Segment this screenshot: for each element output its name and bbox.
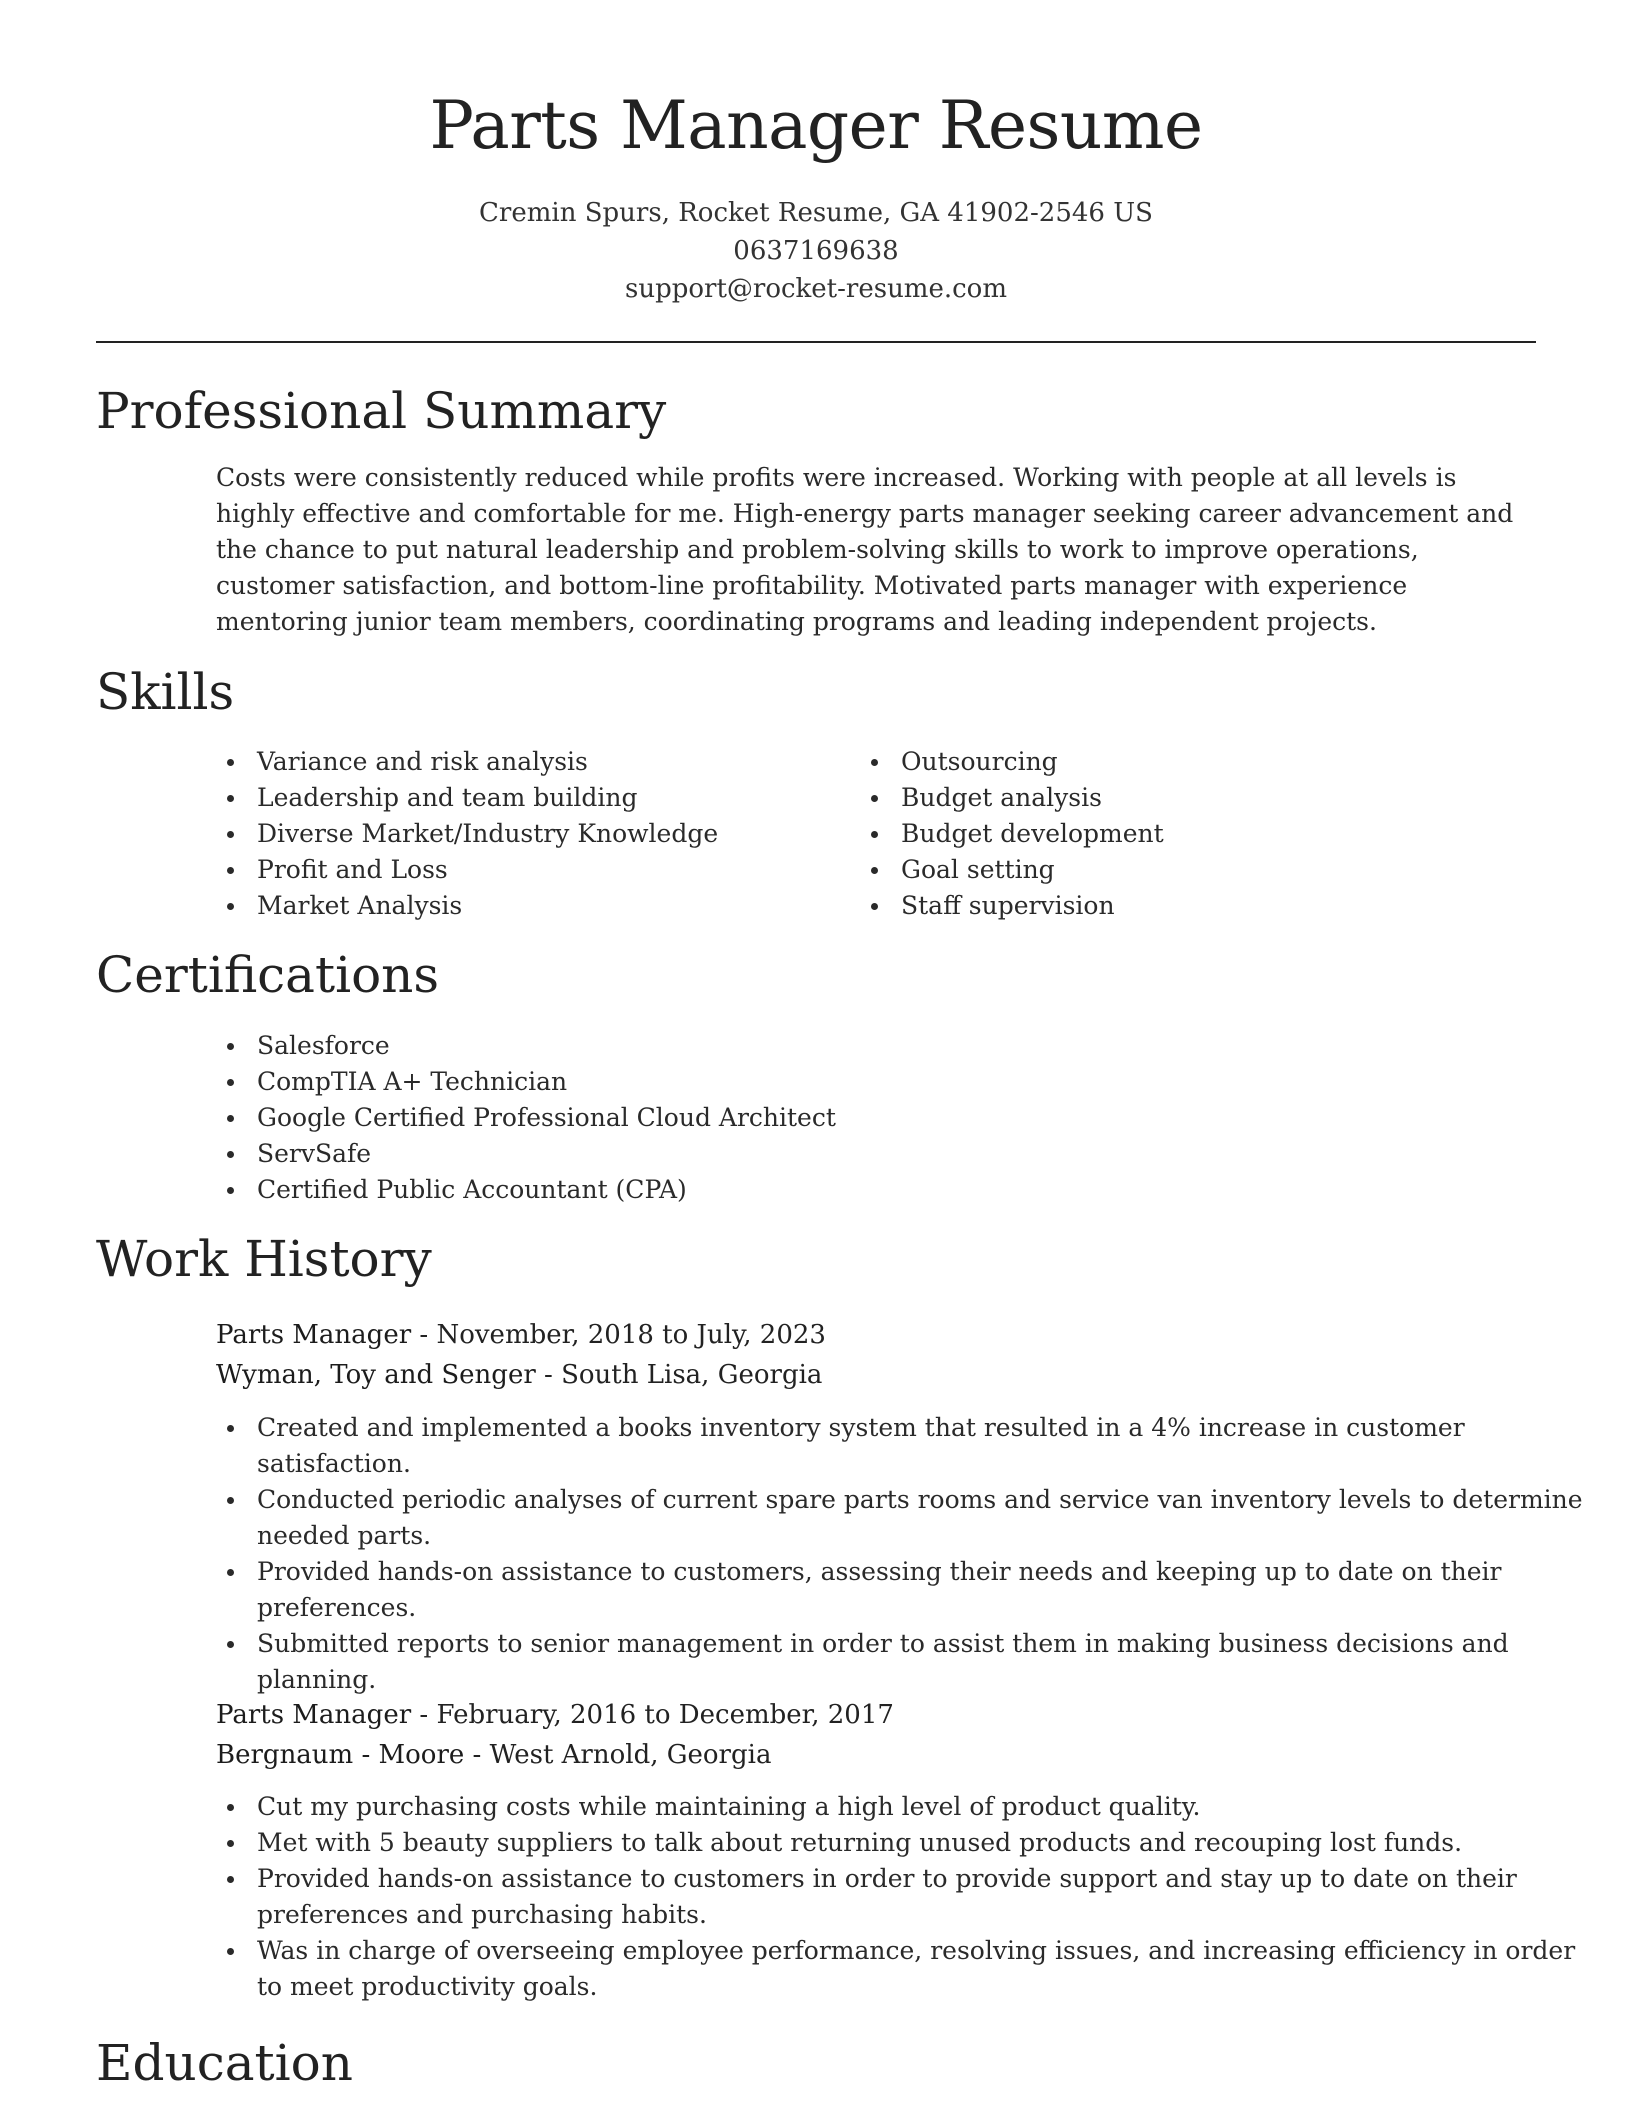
education-heading: Education [96,2034,353,2092]
certifications-heading: Certifications [96,946,440,1004]
skill-item: Staff supervision [901,888,1461,924]
job-location: West Arnold, Georgia [489,1740,772,1770]
skill-item: Goal setting [901,852,1461,888]
skill-item: Profit and Loss [257,852,817,888]
job-bullet: Provided hands-on assistance to customers, assessing their needs and keeping up to date on their preferences. [257,1554,1587,1626]
job-company-line: Wyman, Toy and Senger - South Lisa, Georgia [216,1360,823,1390]
job-dates: February, 2016 to December, 2017 [436,1700,894,1730]
job-title: Parts Manager [216,1320,412,1350]
summary-heading: Professional Summary [96,382,667,440]
certification-item: CompTIA A+ Technician [257,1064,1257,1100]
job-bullet: Provided hands-on assistance to customers in order to provide support and stay up to date on their preferences and purchasing habits. [257,1861,1587,1933]
skill-item: Budget analysis [901,780,1461,816]
job-bullet: Conducted periodic analyses of current spare parts rooms and service van inventory levels to determine needed parts. [257,1482,1587,1554]
job-bullet: Created and implemented a books inventory system that resulted in a 4% increase in customer satisfaction. [257,1410,1587,1482]
contact-email: support@rocket-resume.com [624,274,1007,304]
certification-item: Salesforce [257,1028,1257,1064]
job-company: Wyman, Toy and Senger [216,1360,536,1390]
job-dates: November, 2018 to July, 2023 [436,1320,826,1350]
skill-item: Budget development [901,816,1461,852]
certification-item: Certified Public Accountant (CPA) [257,1172,1257,1208]
certifications-list [213,1028,1257,1208]
job-bullet: Submitted reports to senior management in order to assist them in making business decisions and planning. [257,1626,1587,1698]
resume-header [96,84,1536,308]
page-title: Parts Manager Resume [429,87,1203,164]
skill-item: Outsourcing [901,744,1461,780]
work-history-heading: Work History [96,1230,432,1288]
job-bullet: Was in charge of overseeing employee performance, resolving issues, and increasing efficiency in order to meet productivity goals. [257,1933,1587,2005]
skill-item: Leadership and team building [257,780,817,816]
skill-item: Diverse Market/Industry Knowledge [257,816,817,852]
job-company-line: Bergnaum - Moore - West Arnold, Georgia [216,1740,772,1770]
job-location: South Lisa, Georgia [561,1360,823,1390]
contact-phone: 0637169638 [733,236,899,266]
summary-text: Costs were consistently reduced while profits were increased. Working with people at all levels is highly effective and comfortable for me. High-energy parts manager seeking career advancement and the chance to put natural leadership and problem-solving skills to work to improve operations, customer satisfaction, and bottom-line profitability. Motivated parts manager with experience mentoring junior team members, coordinating programs and leading independent projects. [216,463,1514,636]
skills-list-right [857,744,1461,924]
skill-item: Market Analysis [257,888,817,924]
job-bullets [213,1789,1587,2005]
job-title-line: Parts Manager - February, 2016 to December, 2017 [216,1700,894,1730]
header-divider [96,341,1536,343]
skill-item: Variance and risk analysis [257,744,817,780]
job-title: Parts Manager [216,1700,412,1730]
contact-info [96,194,1536,308]
job-bullets [213,1410,1587,1698]
job-title-line: Parts Manager - November, 2018 to July, 2023 [216,1320,826,1350]
job-company: Bergnaum - Moore [216,1740,465,1770]
skills-heading: Skills [96,663,235,721]
skills-list-left [213,744,817,924]
certification-item: Google Certified Professional Cloud Architect [257,1100,1257,1136]
certification-item: ServSafe [257,1136,1257,1172]
job-bullet: Cut my purchasing costs while maintaining a high level of product quality. [257,1789,1587,1825]
job-bullet: Met with 5 beauty suppliers to talk about returning unused products and recouping lost funds. [257,1825,1587,1861]
contact-address: Cremin Spurs, Rocket Resume, GA 41902-2546 US [479,198,1153,228]
